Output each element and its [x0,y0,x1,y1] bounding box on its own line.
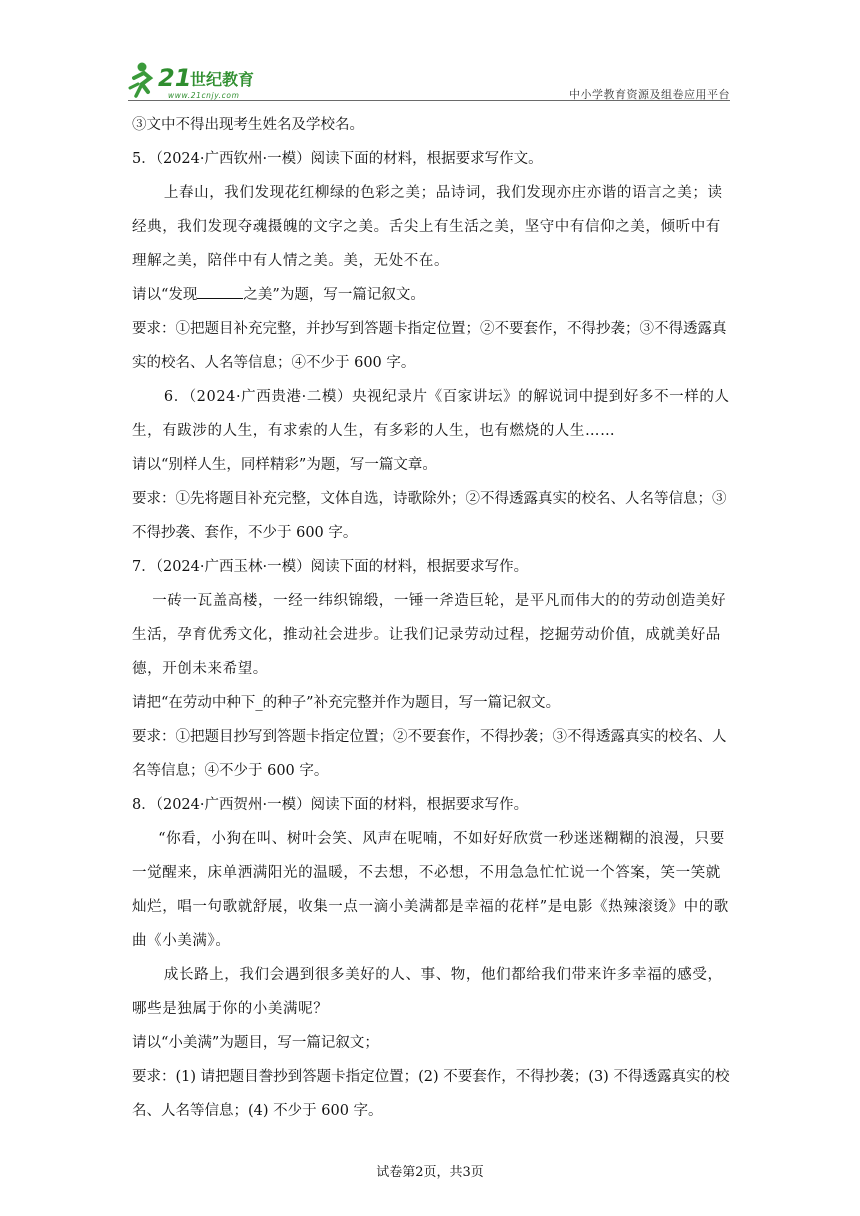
q8-prompt: 请以“小美满”为题目，写一篇记叙文； [132,1035,379,1051]
q5-heading: 5．（2024·广西钦州·一模）阅读下面的材料，根据要求写作文。 [132,151,543,167]
q8-material-1: “你看，小狗在叫、树叶会笑、风声在呢喃，不如好好欣赏一秒迷迷糊糊的浪漫，只要一觉醒来，床单洒满阳光的温暖，不去想，不必想，不用急急忙忙说一个答案，笑一笑就灿烂，唱一句歌就舒展，收集一点一滴小美满都是幸福的花样”是电影《热辣滚烫》中的歌曲《小美满》。 [132,831,729,949]
q5-material: 上春山，我们发现花红柳绿的色彩之美；品诗词，我们发现亦庄亦谐的语言之美；读经典，我们发现夺魂摄魄的文字之美。舌尖上有生活之美，坚守中有信仰之美，倾听中有理解之美，陪伴中有人情之美。美，无处不在。 [132,185,723,269]
header-rule [128,100,730,101]
page-number: 试卷第2页，共3页 [376,1165,484,1180]
page-header [128,58,730,102]
document-body [132,108,732,1128]
q6-requirements: 要求：①先将题目补充完整，文体自选，诗歌除外；②不得透露真实的校名、人名等信息；③不得抄袭、套作，不少于 600 字。 [132,491,727,541]
q5-requirements: 要求：①把题目补充完整，并抄写到答题卡指定位置；②不要套作，不得抄袭；③不得透露真实的校名、人名等信息；④不少于 600 字。 [132,321,727,371]
q7-requirements: 要求：①把题目抄写到答题卡指定位置；②不要套作，不得抄袭；③不得透露真实的校名、人名等信息；④不少于 600 字。 [132,729,727,779]
fill-in-blank [197,284,243,299]
svg-text:21: 21 [158,64,192,92]
site-logo [128,58,268,102]
q6-heading: 6．（2024·广西贵港·二模）央视纪录片《百家讲坛》的解说词中提到好多不一样的人生，有跋涉的人生，有求索的人生，有多彩的人生，也有燃烧的人生…… [132,389,730,439]
platform-label: 中小学教育资源及组卷应用平台 [569,88,730,101]
svg-text:世纪教育: 世纪教育 [190,70,255,89]
q6-prompt: 请以“别样人生，同样精彩”为题，写一篇文章。 [132,457,437,473]
svg-text:www.21cnjy.com: www.21cnjy.com [168,91,240,100]
q8-heading: 8．（2024·广西贺州·一模）阅读下面的材料，根据要求写作。 [132,797,529,813]
q7-prompt: 请把“在劳动中种下_的种子”补充完整并作为题目，写一篇记叙文。 [132,695,561,711]
q7-heading: 7．（2024·广西玉林·一模）阅读下面的材料，根据要求写作。 [132,559,529,575]
prev-requirement-line: ③文中不得出现考生姓名及学校名。 [132,117,364,133]
q7-material: 一砖一瓦盖高楼，一经一纬织锦缎，一锤一斧造巨轮，是平凡而伟大的的劳动创造美好生活，孕育优秀文化，推动社会进步。让我们记录劳动过程，挖掘劳动价值，成就美好品德，开创未来希望。 [132,593,727,677]
q5-prompt: 请以“发现 之美”为题，写一篇记叙文。 [132,278,732,312]
q8-requirements: 要求：(1) 请把题目誊抄到答题卡指定位置；(2) 不要套作，不得抄袭；(3) 不得透露真实的校名、人名等信息；(4) 不少于 600 字。 [132,1069,730,1119]
q8-material-2: 成长路上，我们会遇到很多美好的人、事、物，他们都给我们带来许多幸福的感受，哪些是独属于你的小美满呢？ [132,967,723,1017]
